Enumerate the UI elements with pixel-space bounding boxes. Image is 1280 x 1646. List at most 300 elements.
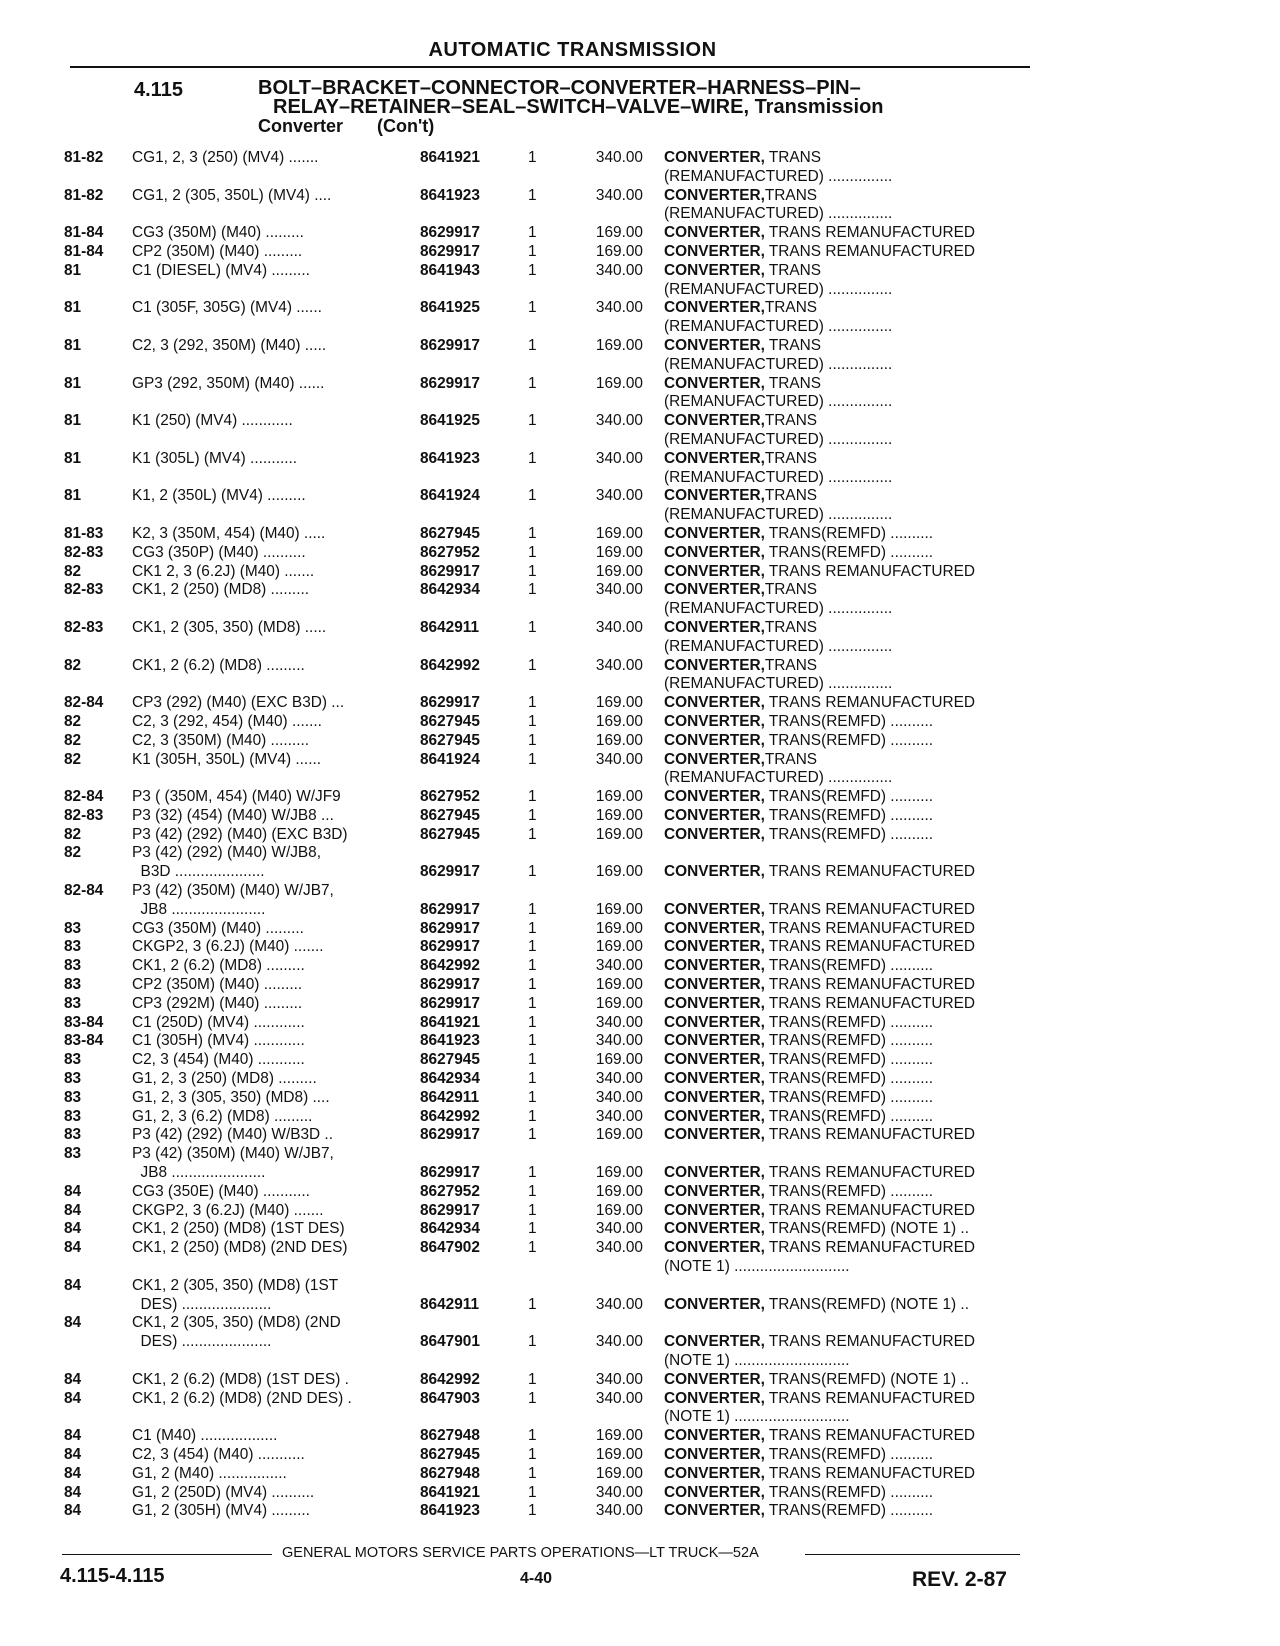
quantity-cell: 1 xyxy=(528,994,537,1012)
table-row xyxy=(0,1314,1280,1333)
model-cell: C1 (250D) (MV4) ............ xyxy=(132,1013,305,1031)
table-row xyxy=(0,957,1280,976)
part-number-cell: 8629917 xyxy=(420,863,480,881)
model-cell: P3 ( (350M, 454) (M40) W/JF9 xyxy=(132,788,341,806)
year-cell: 82 xyxy=(64,712,82,730)
price-cell: 340.00 xyxy=(595,618,643,636)
table-row xyxy=(0,1333,1280,1352)
price-cell: 169.00 xyxy=(595,994,643,1012)
description-cell xyxy=(664,638,1034,657)
year-cell: 83 xyxy=(64,1051,82,1069)
table-row xyxy=(0,769,1280,788)
table-row xyxy=(0,469,1280,488)
description-text: (REMANUFACTURED) ............... xyxy=(664,393,893,411)
quantity-cell: 1 xyxy=(528,731,537,749)
part-number-cell: 8627945 xyxy=(420,1445,480,1463)
quantity-cell: 1 xyxy=(528,1483,537,1501)
model-cell: G1, 2, 3 (250) (MD8) ......... xyxy=(132,1070,317,1088)
description-cell xyxy=(664,168,1034,187)
description-keyword: CONVERTER, xyxy=(664,336,765,354)
model-cell: CK1, 2 (6.2) (MD8) ......... xyxy=(132,656,305,674)
quantity-cell: 1 xyxy=(528,1013,537,1031)
description-text: TRANS xyxy=(764,618,818,636)
price-cell: 340.00 xyxy=(595,1070,643,1088)
year-cell: 83 xyxy=(64,919,82,937)
part-number-cell: 8629917 xyxy=(420,900,480,918)
table-row xyxy=(0,224,1280,243)
description-keyword: CONVERTER, xyxy=(664,1182,765,1200)
description-text: (NOTE 1) ........................... xyxy=(664,1408,850,1426)
part-number-cell: 8629917 xyxy=(420,336,480,354)
quantity-cell: 1 xyxy=(528,1164,537,1182)
description-cell xyxy=(664,431,1034,450)
model-cell: CG3 (350M) (M40) ......... xyxy=(132,224,304,242)
section-title xyxy=(258,79,1038,136)
description-text: TRANS xyxy=(764,299,818,317)
model-cell: CK1, 2 (6.2) (MD8) (1ST DES) . xyxy=(132,1370,349,1388)
footer-rule-right xyxy=(805,1554,1020,1555)
quantity-cell: 1 xyxy=(528,224,537,242)
description-text: TRANS(REMFD) .......... xyxy=(764,1182,934,1200)
table-row xyxy=(0,1220,1280,1239)
description-keyword: CONVERTER, xyxy=(664,1220,765,1238)
quantity-cell: 1 xyxy=(528,825,537,843)
description-text: TRANS(REMFD) .......... xyxy=(764,524,934,542)
part-number-cell: 8629917 xyxy=(420,1126,480,1144)
part-number-cell: 8629917 xyxy=(420,562,480,580)
description-text: TRANS(REMFD) .......... xyxy=(764,1070,934,1088)
description-text: TRANS REMANUFACTURED xyxy=(764,1126,975,1144)
model-cell: CK1, 2 (250) (MD8) (2ND DES) xyxy=(132,1239,348,1257)
description-keyword: CONVERTER, xyxy=(664,731,765,749)
table-row xyxy=(0,337,1280,356)
price-cell: 169.00 xyxy=(595,825,643,843)
description-cell xyxy=(664,1465,1034,1484)
description-text: TRANS xyxy=(764,750,818,768)
part-number-cell: 8629917 xyxy=(420,994,480,1012)
description-keyword: CONVERTER, xyxy=(664,581,765,599)
description-cell xyxy=(664,469,1034,488)
description-keyword: CONVERTER, xyxy=(664,957,765,975)
description-cell xyxy=(664,337,1034,356)
model-cell: P3 (42) (350M) (M40) W/JB7, xyxy=(132,1145,334,1163)
description-text: TRANS REMANUFACTURED xyxy=(764,863,975,881)
model-cell: C2, 3 (292, 454) (M40) ....... xyxy=(132,712,322,730)
price-cell: 169.00 xyxy=(595,224,643,242)
description-text: TRANS(REMFD) .......... xyxy=(764,1032,934,1050)
year-cell: 83 xyxy=(64,1107,82,1125)
model-cell: G1, 2 (M40) ................ xyxy=(132,1464,287,1482)
description-cell xyxy=(664,281,1034,300)
description-keyword: CONVERTER, xyxy=(664,524,765,542)
quantity-cell: 1 xyxy=(528,261,537,279)
description-cell xyxy=(664,1051,1034,1070)
description-cell xyxy=(664,788,1034,807)
description-text: (REMANUFACTURED) ............... xyxy=(664,637,893,655)
price-cell: 340.00 xyxy=(595,186,643,204)
description-cell xyxy=(664,393,1034,412)
quantity-cell: 1 xyxy=(528,656,537,674)
part-number-cell: 8641924 xyxy=(420,750,480,768)
table-row xyxy=(0,262,1280,281)
table-row xyxy=(0,1108,1280,1127)
part-number-cell: 8641923 xyxy=(420,1502,480,1520)
year-cell: 83 xyxy=(64,1088,82,1106)
quantity-cell: 1 xyxy=(528,487,537,505)
description-cell xyxy=(664,1089,1034,1108)
price-cell: 169.00 xyxy=(595,919,643,937)
description-text: (REMANUFACTURED) ............... xyxy=(664,468,893,486)
description-keyword: CONVERTER, xyxy=(664,1483,765,1501)
description-text: TRANS REMANUFACTURED xyxy=(764,919,975,937)
quantity-cell: 1 xyxy=(528,1107,537,1125)
description-text: (REMANUFACTURED) ............... xyxy=(664,769,893,787)
description-keyword: CONVERTER, xyxy=(664,224,765,242)
quantity-cell: 1 xyxy=(528,1088,537,1106)
description-cell xyxy=(664,262,1034,281)
description-text: TRANS xyxy=(764,449,818,467)
description-keyword: CONVERTER, xyxy=(664,994,765,1012)
description-keyword: CONVERTER, xyxy=(664,1427,765,1445)
description-text: TRANS xyxy=(764,186,818,204)
quantity-cell: 1 xyxy=(528,1182,537,1200)
description-text: TRANS REMANUFACTURED xyxy=(764,242,975,260)
description-text: (REMANUFACTURED) ............... xyxy=(664,205,893,223)
description-cell xyxy=(664,450,1034,469)
quantity-cell: 1 xyxy=(528,562,537,580)
description-keyword: CONVERTER, xyxy=(664,543,765,561)
description-cell xyxy=(664,938,1034,957)
year-cell: 81 xyxy=(64,299,82,317)
table-row xyxy=(0,1502,1280,1521)
model-cell: K1 (305L) (MV4) ........... xyxy=(132,449,298,467)
table-row xyxy=(0,863,1280,882)
description-text: TRANS xyxy=(764,487,818,505)
description-text: TRANS(REMFD) .......... xyxy=(764,1483,934,1501)
year-cell: 81 xyxy=(64,336,82,354)
part-number-cell: 8642911 xyxy=(420,1295,480,1313)
quantity-cell: 1 xyxy=(528,336,537,354)
part-number-cell: 8642992 xyxy=(420,1107,480,1125)
table-row xyxy=(0,788,1280,807)
price-cell: 340.00 xyxy=(595,1389,643,1407)
parts-list xyxy=(0,149,1280,1521)
table-row xyxy=(0,1032,1280,1051)
description-cell xyxy=(664,243,1034,262)
description-text: TRANS(REMFD) .......... xyxy=(764,1051,934,1069)
description-cell xyxy=(664,694,1034,713)
description-cell xyxy=(664,957,1034,976)
price-cell: 340.00 xyxy=(595,1333,643,1351)
quantity-cell: 1 xyxy=(528,900,537,918)
table-row xyxy=(0,1408,1280,1427)
table-row xyxy=(0,1014,1280,1033)
table-row xyxy=(0,581,1280,600)
part-number-cell: 8641921 xyxy=(420,1013,480,1031)
price-cell: 169.00 xyxy=(595,806,643,824)
description-text: TRANS REMANUFACTURED xyxy=(764,976,975,994)
quantity-cell: 1 xyxy=(528,1445,537,1463)
year-cell: 82-83 xyxy=(64,543,104,561)
description-cell xyxy=(664,1183,1034,1202)
quantity-cell: 1 xyxy=(528,919,537,937)
price-cell: 169.00 xyxy=(595,562,643,580)
year-cell: 83-84 xyxy=(64,1013,104,1031)
section-title-line2: RELAY–RETAINER–SEAL–SWITCH–VALVE–WIRE, Transmission xyxy=(273,96,884,118)
table-row xyxy=(0,168,1280,187)
year-cell: 82 xyxy=(64,731,82,749)
description-keyword: CONVERTER, xyxy=(664,712,765,730)
price-cell: 340.00 xyxy=(595,1295,643,1313)
description-cell xyxy=(664,1333,1034,1352)
description-cell xyxy=(664,1446,1034,1465)
price-cell: 169.00 xyxy=(595,524,643,542)
footer-rule-left xyxy=(62,1554,272,1555)
description-text: TRANS REMANUFACTURED xyxy=(764,900,975,918)
part-number-cell: 8642992 xyxy=(420,957,480,975)
year-cell: 82-83 xyxy=(64,618,104,636)
table-row xyxy=(0,995,1280,1014)
description-keyword: CONVERTER, xyxy=(664,1370,765,1388)
table-row xyxy=(0,1465,1280,1484)
quantity-cell: 1 xyxy=(528,1126,537,1144)
year-cell: 82 xyxy=(64,825,82,843)
description-cell xyxy=(664,544,1034,563)
part-number-cell: 8642934 xyxy=(420,581,480,599)
model-cell: C2, 3 (454) (M40) ........... xyxy=(132,1445,305,1463)
part-number-cell: 8627952 xyxy=(420,1182,480,1200)
section-subtitle-right: (Con't) xyxy=(377,116,435,136)
quantity-cell: 1 xyxy=(528,1464,537,1482)
model-cell: CP3 (292M) (M40) ......... xyxy=(132,994,303,1012)
quantity-cell: 1 xyxy=(528,524,537,542)
quantity-cell: 1 xyxy=(528,788,537,806)
description-cell xyxy=(664,1070,1034,1089)
description-keyword: CONVERTER, xyxy=(664,750,765,768)
model-cell: G1, 2 (305H) (MV4) ......... xyxy=(132,1502,310,1520)
model-cell: C2, 3 (350M) (M40) ......... xyxy=(132,731,310,749)
description-cell xyxy=(664,675,1034,694)
description-cell xyxy=(664,412,1034,431)
description-text: (REMANUFACTURED) ............... xyxy=(664,506,893,524)
description-keyword: CONVERTER, xyxy=(664,694,765,712)
table-row xyxy=(0,281,1280,300)
table-row xyxy=(0,525,1280,544)
model-cell: CK1, 2 (305, 350) (MD8) (2ND xyxy=(132,1314,341,1332)
year-cell: 81-82 xyxy=(64,149,104,166)
part-number-cell: 8627945 xyxy=(420,806,480,824)
description-cell xyxy=(664,995,1034,1014)
description-text: TRANS xyxy=(764,261,822,279)
part-number-cell: 8642934 xyxy=(420,1220,480,1238)
year-cell: 81 xyxy=(64,449,82,467)
model-cell: P3 (42) (350M) (M40) W/JB7, xyxy=(132,882,334,900)
quantity-cell: 1 xyxy=(528,750,537,768)
description-text: TRANS REMANUFACTURED xyxy=(764,562,975,580)
price-cell: 340.00 xyxy=(595,1088,643,1106)
table-row xyxy=(0,1145,1280,1164)
description-keyword: CONVERTER, xyxy=(664,1464,765,1482)
table-row xyxy=(0,732,1280,751)
description-cell xyxy=(664,1164,1034,1183)
description-text: TRANS xyxy=(764,656,818,674)
model-cell: CK1, 2 (6.2) (MD8) ......... xyxy=(132,957,305,975)
quantity-cell: 1 xyxy=(528,1502,537,1520)
model-cell: C2, 3 (454) (M40) ........... xyxy=(132,1051,305,1069)
year-cell: 81-84 xyxy=(64,224,104,242)
table-row xyxy=(0,976,1280,995)
part-number-cell: 8641925 xyxy=(420,412,480,430)
price-cell: 169.00 xyxy=(595,900,643,918)
model-cell: CG3 (350E) (M40) ........... xyxy=(132,1182,310,1200)
table-row xyxy=(0,1126,1280,1145)
table-row xyxy=(0,375,1280,394)
model-cell: K1 (250) (MV4) ............ xyxy=(132,412,293,430)
description-keyword: CONVERTER, xyxy=(664,976,765,994)
price-cell: 169.00 xyxy=(595,731,643,749)
year-cell: 82-83 xyxy=(64,581,104,599)
part-number-cell: 8629917 xyxy=(420,374,480,392)
year-cell: 82-84 xyxy=(64,882,104,900)
quantity-cell: 1 xyxy=(528,1051,537,1069)
description-keyword: CONVERTER, xyxy=(664,1126,765,1144)
quantity-cell: 1 xyxy=(528,374,537,392)
description-text: TRANS REMANUFACTURED xyxy=(764,1464,975,1482)
description-cell xyxy=(664,1126,1034,1145)
description-cell xyxy=(664,826,1034,845)
year-cell: 83 xyxy=(64,1145,82,1163)
description-cell xyxy=(664,299,1034,318)
model-cell: G1, 2, 3 (305, 350) (MD8) .... xyxy=(132,1088,330,1106)
price-cell: 340.00 xyxy=(595,1502,643,1520)
table-row xyxy=(0,506,1280,525)
part-number-cell: 8627948 xyxy=(420,1464,480,1482)
description-text: (NOTE 1) ........................... xyxy=(664,1258,850,1276)
price-cell: 169.00 xyxy=(595,1164,643,1182)
table-row xyxy=(0,205,1280,224)
part-number-cell: 8641925 xyxy=(420,299,480,317)
table-row xyxy=(0,431,1280,450)
year-cell: 81 xyxy=(64,412,82,430)
part-number-cell: 8627945 xyxy=(420,825,480,843)
model-cell: CKGP2, 3 (6.2J) (M40) ....... xyxy=(132,938,324,956)
model-cell: CK1, 2 (305, 350) (MD8) ..... xyxy=(132,618,327,636)
description-keyword: CONVERTER, xyxy=(664,825,765,843)
model-cell: CK1, 2 (6.2) (MD8) (2ND DES) . xyxy=(132,1389,352,1407)
quantity-cell: 1 xyxy=(528,806,537,824)
description-cell xyxy=(664,1202,1034,1221)
quantity-cell: 1 xyxy=(528,149,537,166)
description-text: TRANS REMANUFACTURED xyxy=(764,1427,975,1445)
table-row xyxy=(0,149,1280,168)
year-cell: 84 xyxy=(64,1370,82,1388)
price-cell: 340.00 xyxy=(595,412,643,430)
year-cell: 84 xyxy=(64,1314,82,1332)
model-cell: C1 (305H) (MV4) ............ xyxy=(132,1032,305,1050)
model-cell: JB8 ...................... xyxy=(132,1164,266,1182)
description-keyword: CONVERTER, xyxy=(664,149,765,166)
model-cell: CG1, 2 (305, 350L) (MV4) .... xyxy=(132,186,332,204)
description-cell xyxy=(664,1427,1034,1446)
description-cell xyxy=(664,807,1034,826)
description-keyword: CONVERTER, xyxy=(664,1239,765,1257)
table-row xyxy=(0,826,1280,845)
description-cell xyxy=(664,487,1034,506)
part-number-cell: 8627945 xyxy=(420,524,480,542)
description-text: TRANS xyxy=(764,374,822,392)
price-cell: 340.00 xyxy=(595,1483,643,1501)
description-keyword: CONVERTER, xyxy=(664,1201,765,1219)
price-cell: 340.00 xyxy=(595,1239,643,1257)
price-cell: 169.00 xyxy=(595,863,643,881)
year-cell: 84 xyxy=(64,1220,82,1238)
table-row xyxy=(0,1202,1280,1221)
table-row xyxy=(0,544,1280,563)
quantity-cell: 1 xyxy=(528,1220,537,1238)
table-row xyxy=(0,1371,1280,1390)
model-cell: DES) ..................... xyxy=(132,1295,272,1313)
model-cell: CP2 (350M) (M40) ......... xyxy=(132,242,303,260)
section-number: 4.115 xyxy=(134,79,183,101)
section-subtitle-left: Converter xyxy=(258,116,344,136)
table-row xyxy=(0,694,1280,713)
part-number-cell: 8627952 xyxy=(420,788,480,806)
model-cell: C1 (305F, 305G) (MV4) ...... xyxy=(132,299,322,317)
description-keyword: CONVERTER, xyxy=(664,562,765,580)
part-number-cell: 8642992 xyxy=(420,656,480,674)
model-cell: CG3 (350P) (M40) .......... xyxy=(132,543,306,561)
description-cell xyxy=(664,619,1034,638)
description-keyword: CONVERTER, xyxy=(664,1164,765,1182)
year-cell: 83-84 xyxy=(64,1032,104,1050)
price-cell: 340.00 xyxy=(595,1107,643,1125)
model-cell: G1, 2, 3 (6.2) (MD8) ......... xyxy=(132,1107,313,1125)
description-text: TRANS(REMFD) .......... xyxy=(764,1445,934,1463)
price-cell: 169.00 xyxy=(595,1126,643,1144)
description-text: TRANS(REMFD) .......... xyxy=(764,1107,934,1125)
table-row xyxy=(0,901,1280,920)
table-row xyxy=(0,487,1280,506)
price-cell: 340.00 xyxy=(595,261,643,279)
description-cell xyxy=(664,1108,1034,1127)
price-cell: 169.00 xyxy=(595,788,643,806)
part-number-cell: 8629917 xyxy=(420,694,480,712)
quantity-cell: 1 xyxy=(528,581,537,599)
year-cell: 81-82 xyxy=(64,186,104,204)
description-text: TRANS(REMFD) .......... xyxy=(764,1013,934,1031)
price-cell: 340.00 xyxy=(595,449,643,467)
price-cell: 169.00 xyxy=(595,1445,643,1463)
price-cell: 169.00 xyxy=(595,1427,643,1445)
quantity-cell: 1 xyxy=(528,1333,537,1351)
table-row xyxy=(0,1277,1280,1296)
description-cell xyxy=(664,318,1034,337)
description-cell xyxy=(664,976,1034,995)
table-row xyxy=(0,844,1280,863)
description-cell xyxy=(664,732,1034,751)
description-keyword: CONVERTER, xyxy=(664,806,765,824)
model-cell: G1, 2 (250D) (MV4) .......... xyxy=(132,1483,315,1501)
description-keyword: CONVERTER, xyxy=(664,919,765,937)
description-text: (REMANUFACTURED) ............... xyxy=(664,355,893,373)
description-text: TRANS(REMFD) (NOTE 1) .. xyxy=(764,1220,969,1238)
year-cell: 83 xyxy=(64,957,82,975)
description-text: TRANS(REMFD) .......... xyxy=(764,543,934,561)
description-keyword: CONVERTER, xyxy=(664,1070,765,1088)
description-text: (REMANUFACTURED) ............... xyxy=(664,600,893,618)
table-row xyxy=(0,938,1280,957)
description-cell xyxy=(664,1408,1034,1427)
